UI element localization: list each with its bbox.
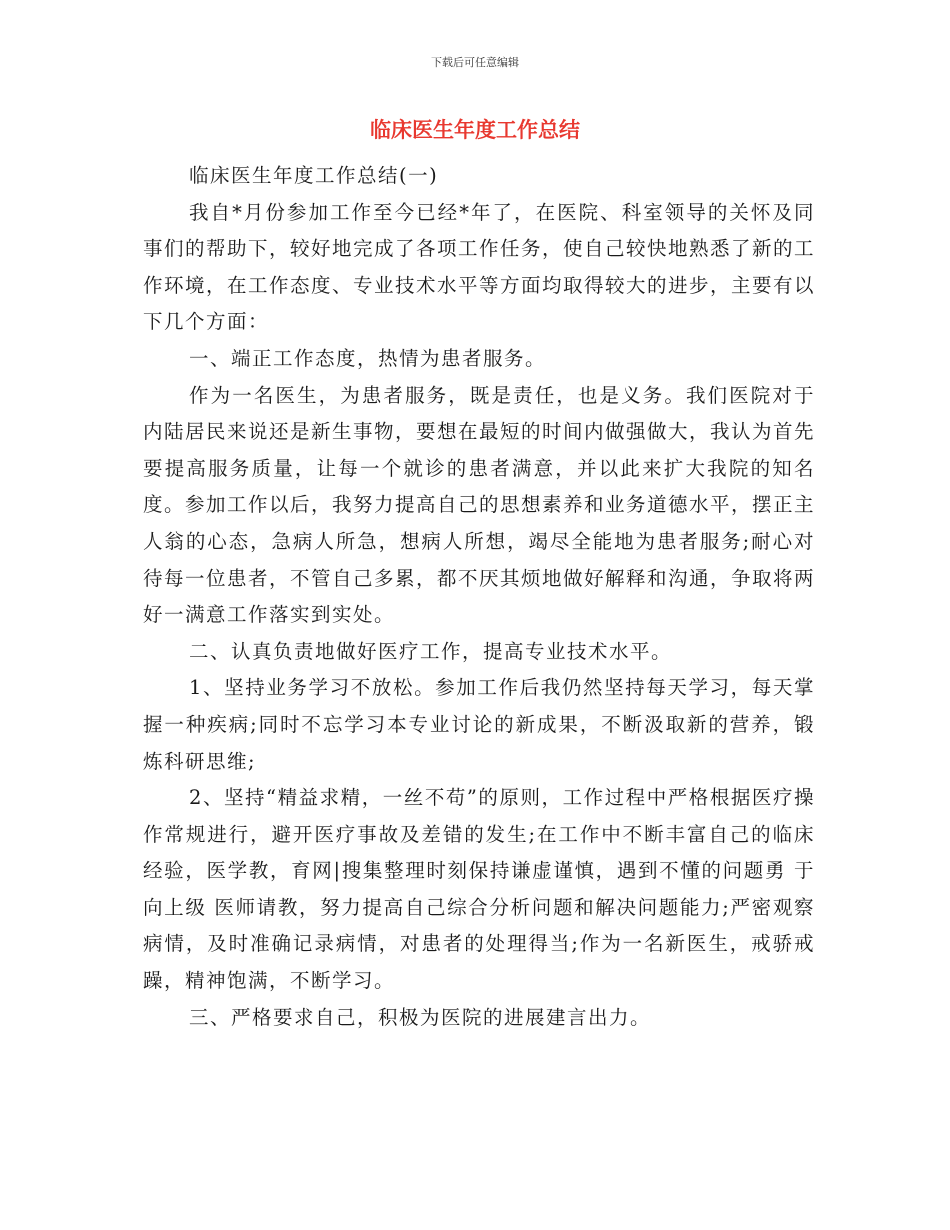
header-note: 下载后可任意编辑 [431,56,519,69]
point-one-paragraph: 作为一名医生，为患者服务，既是责任，也是义务。我们医院对于内陆居民来说还是新生事物，要想在最短的时间内做强做大，我认为首先要提高服务质量，让每一个就诊的患者满意，并以此来扩大我院的知名度。参加工作以后，我努力提高自己的思想素养和业务道德水平，摆正主人翁的心态，急病人所急，想病人所想，竭尽全能地为患者服务;耐心对待每一位患者，不管自己多累，都不厌其烦地做好解释和沟通，争取将两好一满意工作落实到实处。 [143,383,816,627]
point-three-heading: 三、严格要求自己，积极为医院的进展建言出力。 [189,1005,652,1029]
section-heading-one: 临床医生年度工作总结(一) [189,164,439,187]
point-one-heading: 一、端正工作态度，热情为患者服务。 [189,346,547,370]
point-two-item-two: 2、坚持“精益求精，一丝不苟”的原则，工作过程中严格根据医疗操作常规进行，避开医疗事故及差错的发生;在工作中不断丰富自己的临床经验，医学教，育网|搜集整理时刻保持谦虚谨慎，遇到不懂的问题勇 于向上级 医师请教，努力提高自己综合分析问题和解决问题能力;严密观察病情，及时准确记录病情，对患者的处理得当;作为一名新医生，戒骄戒躁，精神饱满，不断学习。 [143,786,815,993]
document-title: 临床医生年度工作总结 [370,118,580,142]
document-body [143,158,815,1036]
point-two-heading: 二、认真负责地做好医疗工作，提高专业技术水平。 [189,639,673,663]
intro-paragraph: 我自*月份参加工作至今已经*年了，在医院、科室领导的关怀及同事们的帮助下，较好地完成了各项工作任务，使自己较快地熟悉了新的工作环境，在工作态度、专业技术水平等方面均取得较大的进步，主要有以下几个方面： [143,200,816,334]
point-two-item-one: 1、坚持业务学习不放松。参加工作后我仍然坚持每天学习，每天掌握一种疾病;同时不忘学习本专业讨论的新成果，不断汲取新的营养，锻炼科研思维; [143,676,815,773]
